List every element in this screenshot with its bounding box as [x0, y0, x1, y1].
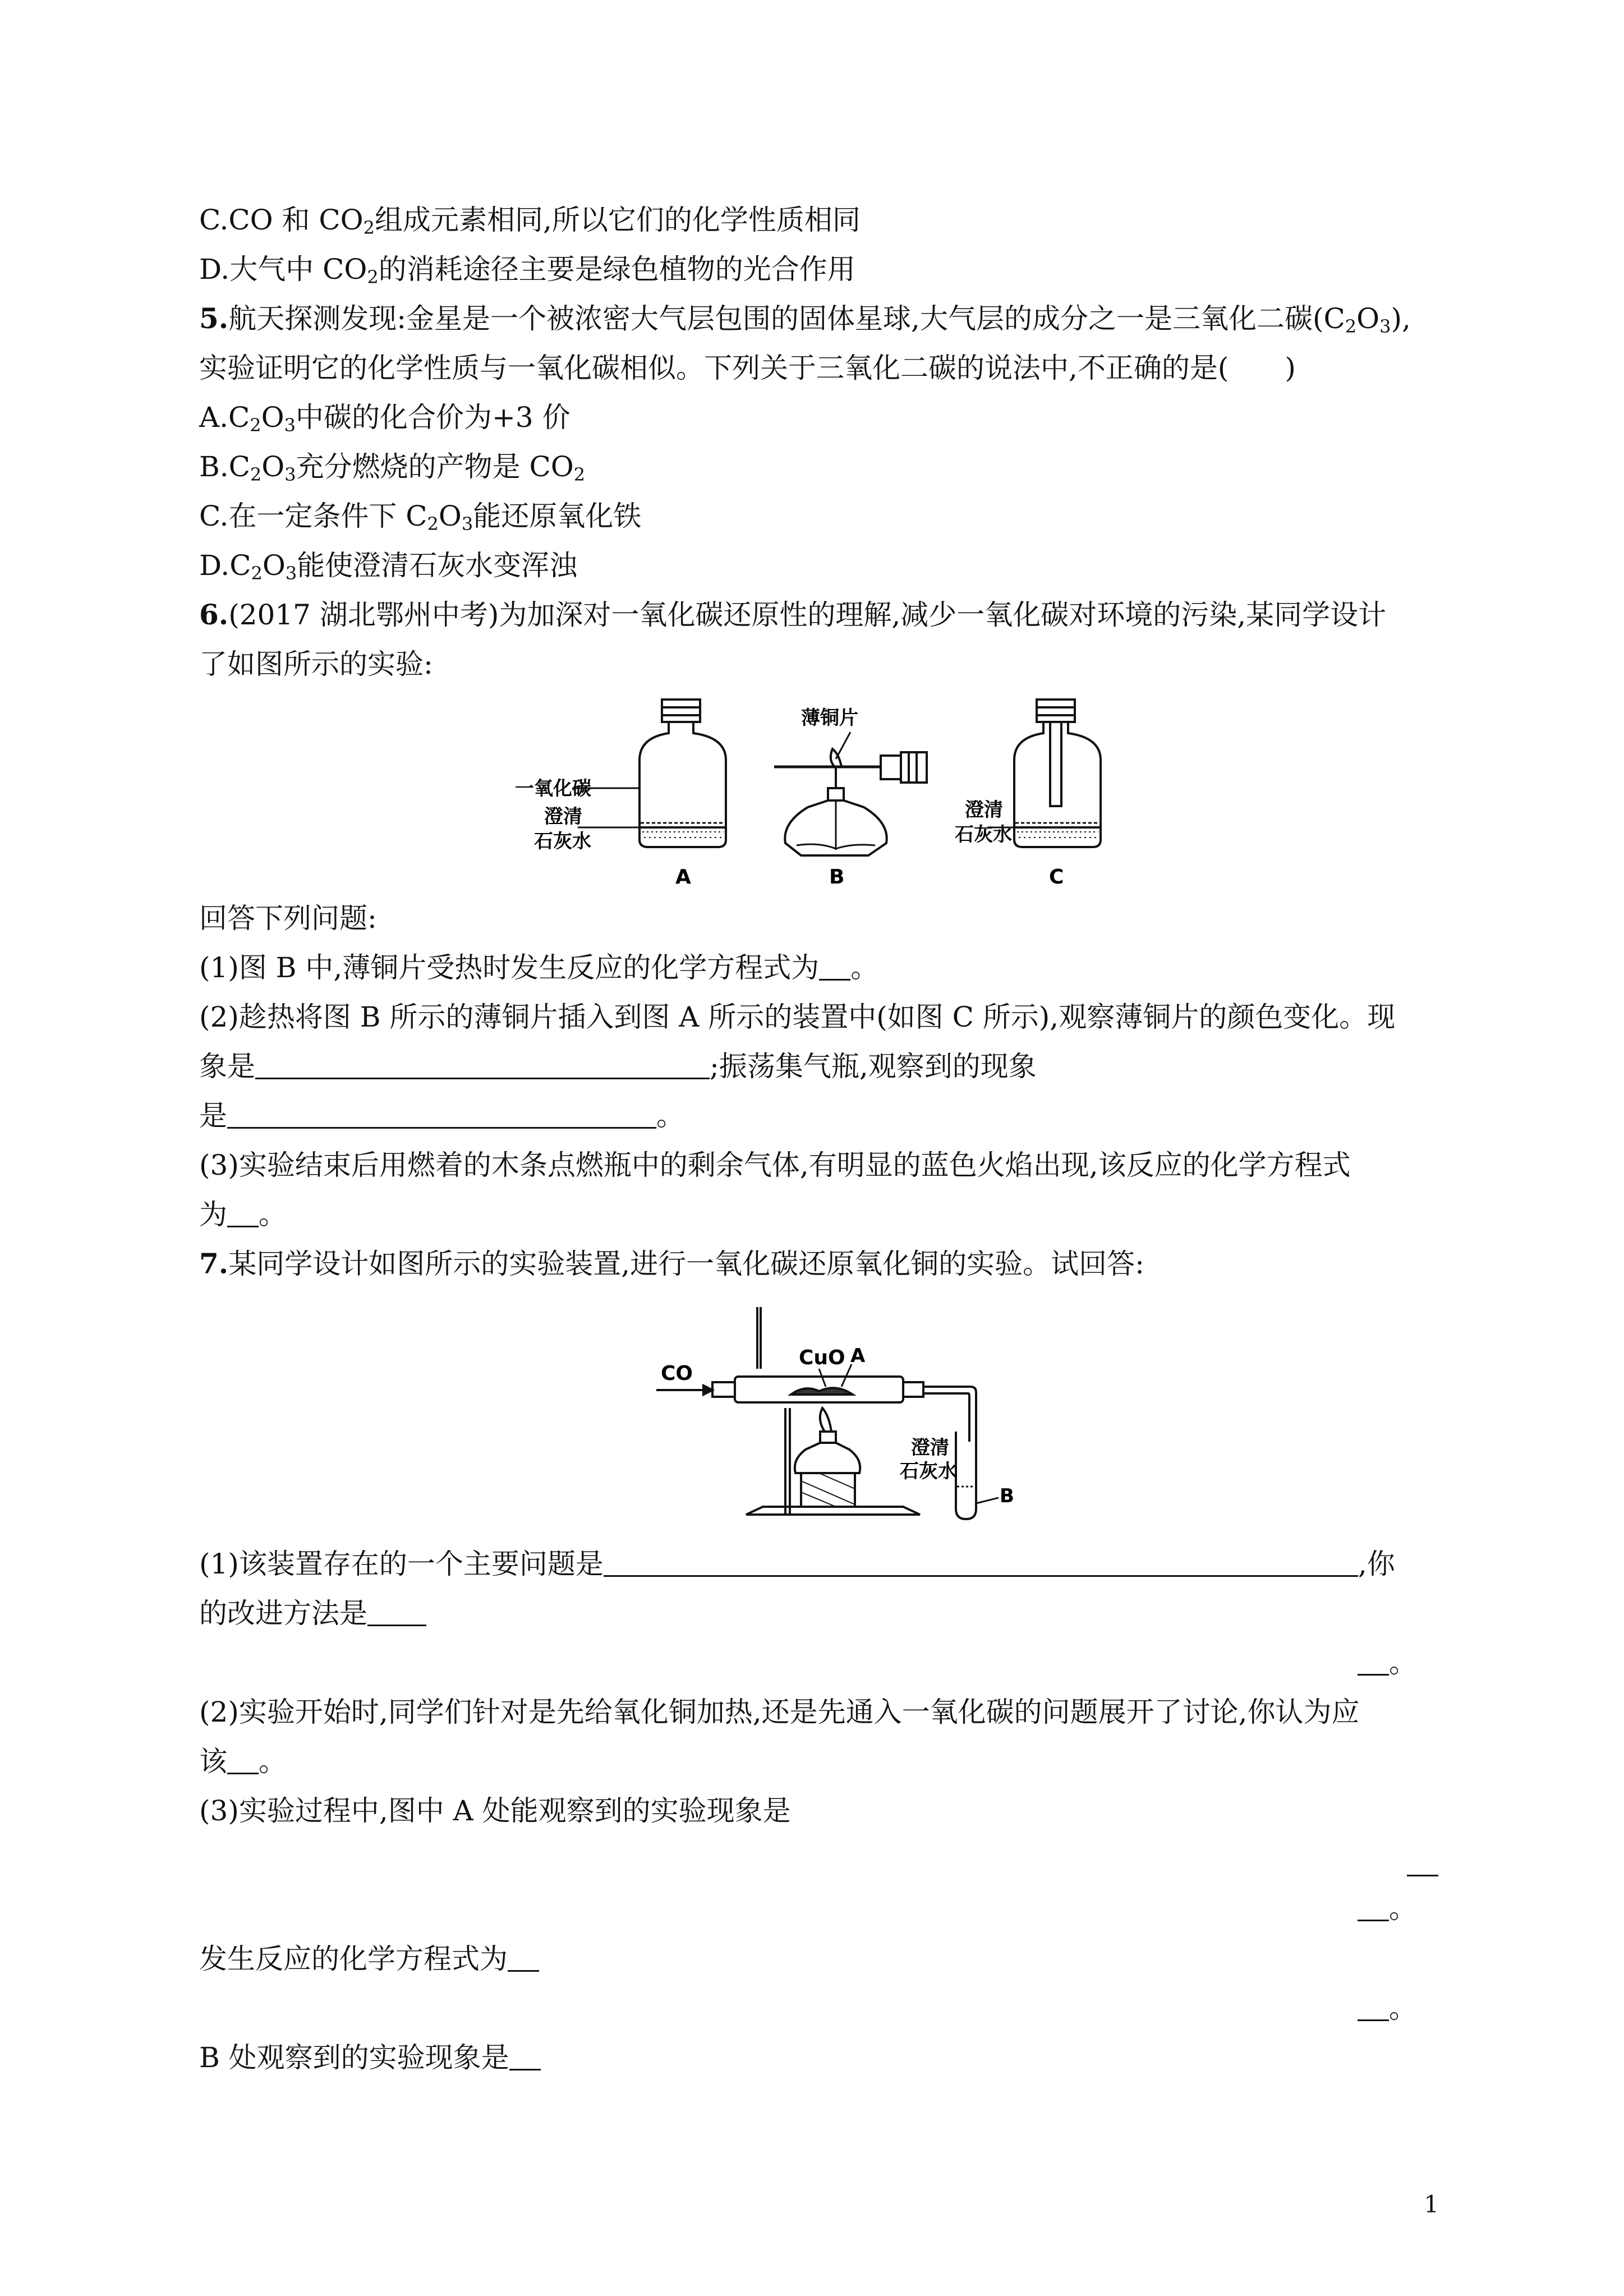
answer-blank[interactable] [227, 1102, 656, 1129]
answer-blank[interactable] [604, 1550, 1358, 1577]
q4-option-c: C.CO 和 $CO_2$组成元素相同,所以它们的化学性质相同 [199, 204, 861, 238]
bottle-a [572, 700, 726, 847]
label-a: A [850, 1345, 866, 1367]
cuo-powder [791, 1388, 853, 1395]
q4-option-d: D.大气中 $CO_2$的消耗途径主要是绿色植物的光合作用 [199, 253, 855, 288]
flame [820, 1408, 831, 1432]
q7-stem: 7.某同学设计如图所示的实验装置,进行一氧化碳还原氧化铜的实验。试回答: [199, 1247, 1144, 1280]
q6-part3-line2: 为 。 [199, 1198, 287, 1231]
q5-option-c: C.在一定条件下 $C_2O_3$能还原氧化铁 [199, 500, 642, 535]
q5-stem-line1: 5.航天探测发现:金星是一个被浓密大气层包围的固体星球,大气层的成分之一是三氧化二碳$(C_2O_3)$, [199, 302, 1411, 337]
caption-a: A [675, 866, 691, 889]
label-cuo: CuO [799, 1346, 845, 1369]
q7-part3-equation: 发生反应的化学方程式为 [199, 1942, 539, 1976]
q7-part3-end: 。 [1358, 1892, 1417, 1925]
q6-apparatus-figure [494, 693, 1167, 895]
label-clear-a: 澄清 [544, 806, 582, 828]
answer-blank[interactable] [1358, 1895, 1389, 1921]
q5-stem-line2: 实验证明它的化学性质与一氧化碳相似。下列关于三氧化二碳的说法中,不正确的是( ) [199, 352, 1296, 384]
q6-part1: (1)图 B 中,薄铜片受热时发生反应的化学方程式为 。 [199, 951, 879, 984]
q6-answer-intro: 回答下列问题: [199, 902, 377, 935]
q5-option-a: $A.C_2O_3$中碳的化合价为+3 价 [199, 401, 571, 436]
q7-part1-line1: (1)该装置存在的一个主要问题是 ,你 [199, 1548, 1395, 1580]
q6-part2-line1: (2)趁热将图 B 所示的薄铜片插入到图 A 所示的装置中(如图 C 所示),观察薄铜片的颜色变化。现 [199, 1001, 1396, 1033]
q6-part3-line1: (3)实验结束后用燃着的木条点燃瓶中的剩余气体,有明显的蓝色火焰出现,该反应的化学方程式 [199, 1149, 1351, 1181]
answer-blank[interactable] [227, 1201, 259, 1227]
answer-blank[interactable] [508, 1945, 539, 1972]
answer-blank[interactable] [255, 1053, 710, 1079]
q7-part1-line2: 的改进方法是 [199, 1596, 426, 1630]
q7-part3-eq-end: 。 [1358, 1991, 1417, 2025]
caption-b: B [829, 866, 845, 889]
q6-stem-line2: 了如图所示的实验: [199, 648, 433, 680]
q6-part2-line2: 象是 ;振荡集气瓶,观察到的现象 [199, 1050, 1037, 1083]
caption-c: C [1049, 866, 1064, 889]
q7-part2-line2: 该 。 [199, 1745, 287, 1778]
answer-blank[interactable] [1358, 1995, 1389, 2021]
label-lime-c: 石灰水 [955, 823, 1012, 846]
q5-option-d: $D.C_2O_3$能使澄清石灰水变浑浊 [199, 549, 578, 584]
alcohol-lamp [795, 1443, 860, 1473]
answer-blank[interactable] [819, 954, 850, 981]
q7-part2-line1: (2)实验开始时,同学们针对是先给氧化铜加热,还是先通入一氧化碳的问题展开了讨论,你认为应 [199, 1696, 1360, 1728]
label-clear-c: 澄清 [965, 799, 1003, 821]
q7-part1-end: 。 [1358, 1646, 1417, 1680]
answer-blank[interactable] [367, 1600, 426, 1626]
q6-part2-line3: 是 。 [199, 1099, 684, 1132]
page-number: 1 [1424, 2191, 1439, 2218]
glass-tube [735, 1377, 903, 1402]
label-lime: 石灰水 [900, 1460, 957, 1483]
label-copper-sheet: 薄铜片 [801, 707, 858, 729]
label-co-a: 一氧化碳 [515, 777, 591, 800]
label-clear: 澄清 [911, 1437, 949, 1459]
answer-blank[interactable] [227, 1748, 259, 1774]
answer-blank[interactable] [1407, 1850, 1438, 1876]
q5-option-b: $B.C_2O_3$充分燃烧的产物是 $CO_2$ [199, 450, 586, 485]
q7-part3-b: B 处观察到的实验现象是 [199, 2041, 541, 2074]
q7-apparatus-figure [651, 1301, 1014, 1526]
label-co: CO [661, 1362, 693, 1385]
label-lime-a: 石灰水 [534, 830, 591, 853]
label-b: B [1000, 1485, 1014, 1507]
answer-blank[interactable] [1358, 1649, 1389, 1676]
alcohol-lamp-b [774, 732, 927, 855]
answer-blank[interactable] [509, 2044, 541, 2070]
test-tube [956, 1432, 976, 1519]
q7-part3-line1: (3)实验过程中,图中 A 处能观察到的实验现象是 [199, 1795, 791, 1827]
q6-stem-line1: 6.(2017 湖北鄂州中考)为加深对一氧化碳还原性的理解,减少一氧化碳对环境的污染,某同学设计 [199, 598, 1387, 631]
q7-part3-blank [1407, 1847, 1438, 1880]
